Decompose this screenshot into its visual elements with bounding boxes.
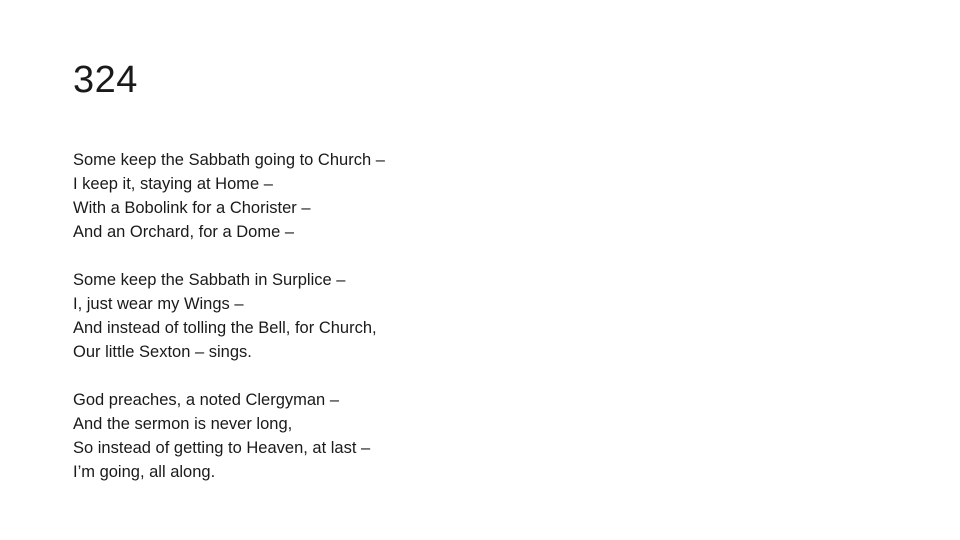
poem-line: And the sermon is never long, xyxy=(73,415,293,433)
poem-line: Some keep the Sabbath going to Church – xyxy=(73,151,385,169)
poem-line: And an Orchard, for a Dome – xyxy=(73,223,295,241)
poem-line: With a Bobolink for a Chorister – xyxy=(73,199,311,217)
stanza-3 xyxy=(73,388,913,484)
poem-line: I keep it, staying at Home – xyxy=(73,175,273,193)
poem-line: I, just wear my Wings – xyxy=(73,295,244,313)
poem-body xyxy=(73,148,913,508)
slide-title: 324 xyxy=(73,59,138,101)
poem-line: Some keep the Sabbath in Surplice – xyxy=(73,271,346,289)
poem-line: So instead of getting to Heaven, at last – xyxy=(73,439,371,457)
poem-line: God preaches, a noted Clergyman – xyxy=(73,391,339,409)
poem-line: I’m going, all along. xyxy=(73,463,216,481)
stanza-1 xyxy=(73,148,913,244)
stanza-2 xyxy=(73,268,913,364)
poem-line: Our little Sexton – sings. xyxy=(73,343,252,361)
poem-line: And instead of tolling the Bell, for Church, xyxy=(73,319,377,337)
